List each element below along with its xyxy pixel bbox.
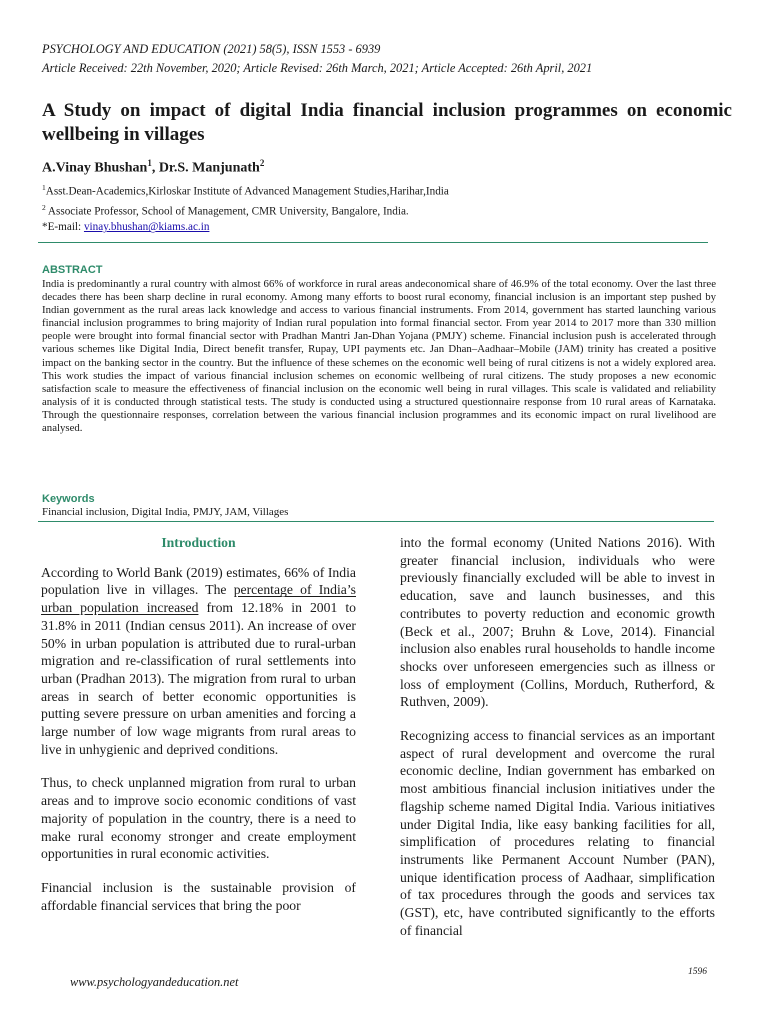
author-1-mark: 1 [147,158,152,168]
header-divider [38,242,708,243]
author-list [42,158,264,177]
section-heading-introduction: Introduction [161,535,236,550]
email-label: *E-mail: [42,221,84,234]
email-line [42,219,449,235]
keywords-text: Financial inclusion, Digital India, PMJY, JAM, Villages [42,506,289,518]
underlined-phrase: percentage of India’s urban population increased [41,582,356,616]
author-2-mark: 2 [259,158,265,168]
left-column [41,534,356,930]
right-column [400,534,715,955]
left-paragraph-1: According to World Bank (2019) estimates, 66% of India population live in villages. The percentage of India’s urban population increased from 12.18% in 2001 to 31.8% in 2011 (Indian census 2011). An increase of over 50% in urban population is attributed due to rural-urban migration and re-classification of rural settlements into urban (Pradhan 2013). The migration from rural to urban areas in search of better economic opportunities is putting severe pressure on urban amenities and forcing a large number of low wage migrants from rural areas to live in unhygienic and deprived conditions. [41,564,357,757]
author-1: A.Vinay Bhushan [42,160,148,176]
article-dates: Article Received: 22th November, 2020; Article Revised: 26th March, 2021; Article Accepted: 26th April, 2021 [42,61,593,75]
affiliation-2: $^2$ Associate Professor, School of Management, CMR University, Bangalore, India. [42,202,409,218]
left-paragraph-3: Financial inclusion is the sustainable provision of affordable financial services that bring the poor [41,879,356,913]
author-separator: , [151,160,159,176]
author-2: Dr.S. Manjunath [158,160,260,176]
affiliation-1: $^1$Asst.Dean-Academics,Kirloskar Institute of Advanced Management Studies,Harihar,India [42,183,449,198]
keywords-divider [38,521,714,522]
affiliation-1-mark: 1 [42,183,46,192]
page-number: 1596 [688,967,707,977]
running-header [42,40,732,78]
keywords-heading: Keywords [42,493,95,505]
abstract-heading: ABSTRACT [42,264,103,276]
affiliations [42,180,449,235]
abstract-text: India is predominantly a rural country with almost 66% of workforce in rural areas andeconomical share of 46.9% of the total economy. Over the last three decades there has been sharp decline in rural economy. Among many efforts to boost rural economy, financial inclusion is an important step pushed by Indian government as the rural areas lack knowledge and access to various financial instruments. From 2014, government has started launching various financial inclusion programmes to bring majority of Indian rural population into formal financial sector. From year 2014 to 2017 more than 330 million people were brought into formal financial sector with Pradhan Mantri Jan-Dhan Yojana (PMJY) scheme. Financial inclusion push is accelerated through various schemes like Digital India, Direct benefit transfer, Rupay, UPI payments etc. Jan Dhan–Aadhaar–Mobile (JAM) trinity has created a positive impact on the banking sector in the country. But the influence of these schemes on the economic well being of rural citizens is not a widely explored area. This work studies the impact of various financial inclusion schemes on economic wellbeing of rural citizens. The study proposes a new economic satisfaction scale to measure the effectiveness of financial inclusion on the economic well being in rural villages. This scale is validated and reliability analysis of it is conducted through statistical tests. The study is conducted using a structured questionnaire response from 10 rural areas of Karnataka. Through the questionnaire responses, correlation between the various financial inclusion programmes and its economic impact on rural livelihood are analysed. [42,278,716,435]
paper-title: A Study on impact of digital India financial inclusion programmes on economic wellbeing in villages [42,100,732,145]
right-paragraph-2: Recognizing access to financial services as an important aspect of rural development and overcome the rural economic decline, Indian government has embarked on most ambitious financial inclusion initiatives under the flagship scheme named Digital India. Various initiatives under Digital India, like easy banking facilities for all, simplification of procedures relating to financial instruments like Permanent Account Number (PAN), unique identification process of Aadhaar, simplification of tax procedures through the goods and services tax (GST), etc, have contributed significantly to the efforts of financial [400,728,715,938]
left-paragraph-2: Thus, to check unplanned migration from rural to urban areas and to improve socio economic conditions of vast majority of population in the country, there is a need to make rural economy stronger and create employment opportunities in rural economic activities. [41,775,356,862]
journal-citation: PSYCHOLOGY AND EDUCATION (2021) 58(5), ISSN 1553 - 6939 [42,42,381,56]
footer-website: www.psychologyandeducation.net [70,975,239,989]
affiliation-2-mark: 2 [42,202,46,212]
right-paragraph-1: into the formal economy (United Nations 2016). With greater financial inclusion, individuals who were previously financially excluded will be able to invest in education, save and launch businesses, and this contributes to poverty reduction and economic growth (Beck et al., 2007; Bruhn & Love, 2014). Financial inclusion also enables rural households to handle income shocks over unforeseen emergencies such as illness or loss of employment (Collins, Morduch, Rutherford, & Ruthven, 2009). [400,535,715,710]
email-link[interactable]: vinay.bhushan@kiams.ac.in [83,221,210,234]
